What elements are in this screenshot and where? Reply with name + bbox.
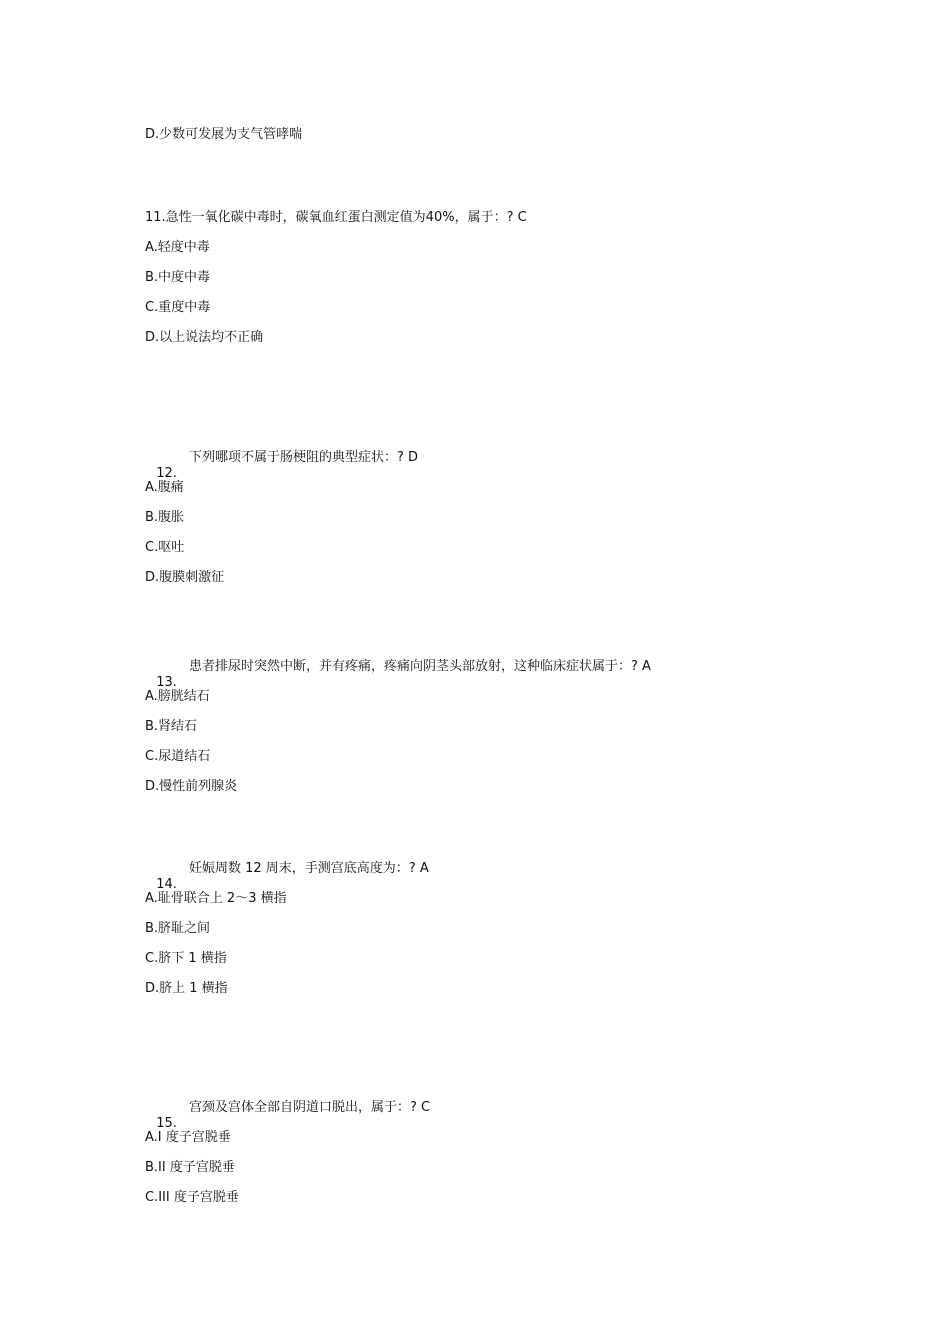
question-14-option-a: A.耻骨联合上 2～3 横指: [145, 891, 287, 906]
question-12-text: 下列哪项不属于肠梗阻的典型症状：? D: [189, 450, 419, 465]
question-11-option-b: B.中度中毒: [145, 270, 211, 285]
question-15-option-c: C.III 度子宫脱垂: [145, 1190, 239, 1205]
question-13-text: 患者排尿时突然中断，并有疼痛，疼痛向阴茎头部放射，这种临床症状属于：? A: [189, 659, 651, 674]
question-13-number: 13.: [156, 675, 177, 690]
question-11: 11.急性一氧化碳中毒时，碳氧血红蛋白测定值为40%，属于：? C: [145, 210, 527, 225]
question-11-option-a: A.轻度中毒: [145, 240, 210, 255]
question-13-option-c: C.尿道结石: [145, 749, 211, 764]
question-15-text: 宫颈及宫体全部自阴道口脱出，属于：? C: [189, 1100, 431, 1115]
question-15-option-a: A.I 度子宫脱垂: [145, 1130, 231, 1145]
question-13-option-d: D.慢性前列腺炎: [145, 779, 238, 794]
question-12-option-c: C.呕吐: [145, 540, 185, 555]
question-12-number: 12.: [156, 466, 177, 481]
question-13-option-a: A.膀胱结石: [145, 689, 210, 704]
question-14-text: 妊娠周数 12 周末，手测宫底高度为：? A: [189, 861, 429, 876]
question-14-option-d: D.脐上 1 横指: [145, 981, 228, 996]
question-14-option-b: B.脐耻之间: [145, 921, 211, 936]
question-11-option-d: D.以上说法均不正确: [145, 330, 264, 345]
question-14-number: 14.: [156, 877, 177, 892]
question-14-option-c: C.脐下 1 横指: [145, 951, 227, 966]
question-12-option-a: A.腹痛: [145, 480, 184, 495]
option-d-text: D.少数可发展为支气管哮喘: [145, 127, 303, 142]
question-15-option-b: B.II 度子宫脱垂: [145, 1160, 235, 1175]
question-11-option-c: C.重度中毒: [145, 300, 211, 315]
question-12-option-b: B.腹胀: [145, 510, 185, 525]
question-12-option-d: D.腹膜刺激征: [145, 570, 225, 585]
question-13-option-b: B.肾结石: [145, 719, 198, 734]
question-15-number: 15.: [156, 1116, 177, 1131]
